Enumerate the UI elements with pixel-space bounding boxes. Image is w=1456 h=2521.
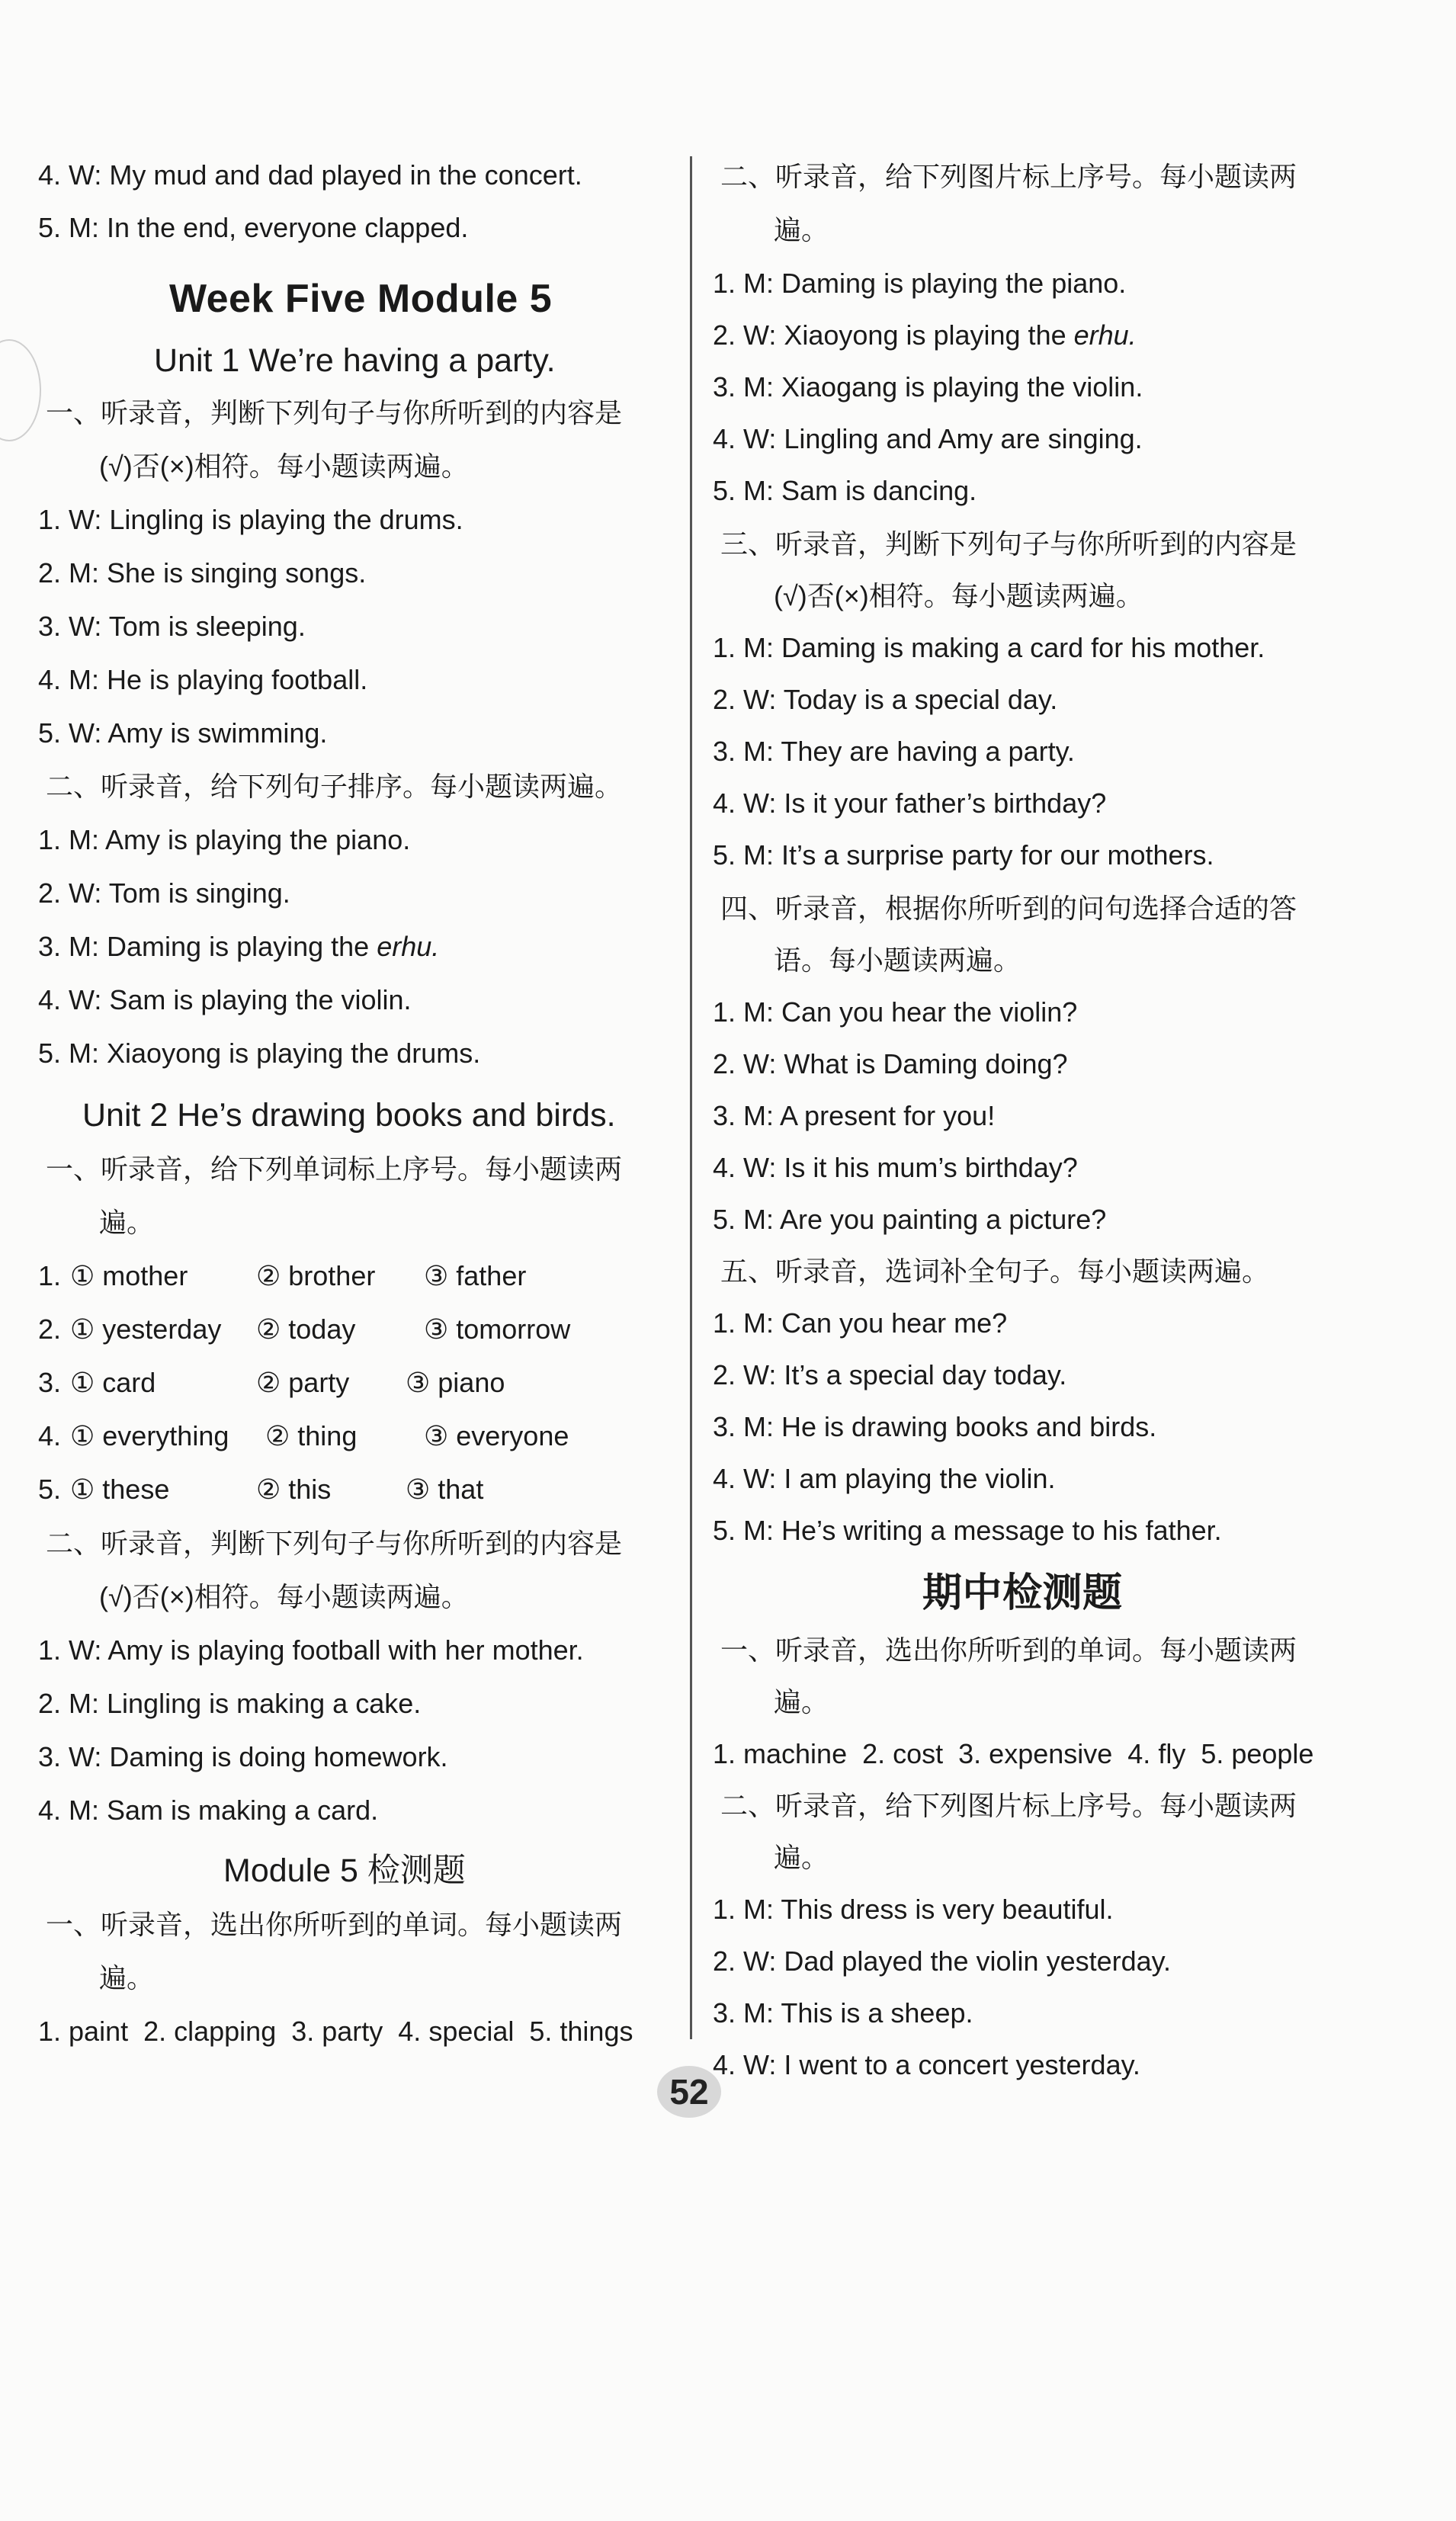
list-item: 2. M: She is singing songs. — [38, 557, 367, 589]
option: ③ father — [424, 1260, 527, 1291]
text-line: 5. M: In the end, everyone clapped. — [38, 212, 469, 243]
section-heading: 遍。 — [99, 1207, 155, 1238]
list-item: 2. M: Lingling is making a cake. — [38, 1688, 422, 1719]
option-number: 4. — [38, 1420, 62, 1451]
item-text: 2. W: Xiaoyong is playing the — [713, 319, 1074, 351]
list-item: 1. M: Can you hear the violin? — [713, 996, 1078, 1028]
list-item: 3. M: A present for you! — [713, 1100, 996, 1131]
option: ③ everyone — [424, 1420, 569, 1451]
list-item: 3. M: They are having a party. — [713, 736, 1075, 767]
answer-line: 1. paint 2. clapping 3. party 4. special 5. things — [38, 2016, 633, 2047]
option-row — [38, 1473, 483, 1506]
section-heading: (√)否(×)相符。每小题读两遍。 — [774, 580, 1143, 611]
page-number: 52 — [657, 2066, 721, 2118]
list-item: 4. W: Lingling and Amy are singing. — [713, 423, 1143, 454]
list-item: 1. M: Can you hear me? — [713, 1307, 1008, 1339]
unit-title: Unit 2 He’s drawing books and birds. — [82, 1097, 616, 1134]
option: ② today — [256, 1313, 356, 1345]
section-heading: 二、听录音，判断下列句子与你所听到的内容是 — [46, 1528, 623, 1559]
list-item: 1. W: Lingling is playing the drums. — [38, 504, 463, 535]
list-item: 4. W: I went to a concert yesterday. — [713, 2049, 1140, 2080]
section-heading: 二、听录音，给下列图片标上序号。每小题读两 — [720, 161, 1297, 192]
list-item: 3. M: He is drawing books and birds. — [713, 1411, 1157, 1442]
list-item: 2. W: Tom is singing. — [38, 877, 290, 909]
column-divider — [690, 156, 692, 2039]
option: ① everything — [70, 1420, 229, 1451]
section-heading: 二、听录音，给下列图片标上序号。每小题读两 — [720, 1790, 1297, 1821]
option: ② brother — [256, 1260, 376, 1291]
option: ① yesterday — [70, 1313, 222, 1345]
section-heading: 遍。 — [774, 214, 829, 245]
list-item: 1. M: Amy is playing the piano. — [38, 824, 411, 855]
option: ② party — [256, 1367, 350, 1398]
list-item: 3. M: Xiaogang is playing the violin. — [713, 371, 1143, 403]
section-heading: 一、听录音，给下列单词标上序号。每小题读两 — [46, 1153, 623, 1185]
section-heading: 一、听录音，选出你所听到的单词。每小题读两 — [720, 1634, 1297, 1666]
option-row — [38, 1313, 570, 1346]
italic-word: erhu. — [1073, 319, 1137, 351]
list-item: 5. M: Sam is dancing. — [713, 475, 977, 506]
list-item: 4. W: I am playing the violin. — [713, 1463, 1056, 1494]
list-item: 2. W: What is Daming doing? — [713, 1048, 1068, 1079]
list-item: 5. M: It’s a surprise party for our mothers. — [713, 839, 1214, 871]
section-heading: 一、听录音，选出你所听到的单词。每小题读两 — [46, 1909, 623, 1940]
option-row — [38, 1366, 505, 1400]
section-heading: 遍。 — [774, 1842, 829, 1873]
unit-title: Unit 1 We’re having a party. — [154, 342, 556, 379]
option-number: 5. — [38, 1474, 62, 1505]
item-text: 3. M: Daming is playing the — [38, 931, 377, 962]
list-item: 1. M: Daming is making a card for his mother. — [713, 632, 1265, 663]
option: ③ that — [406, 1474, 484, 1505]
answer-line: 1. machine 2. cost 3. expensive 4. fly 5. people — [713, 1738, 1314, 1769]
section-heading: 四、听录音，根据你所听到的问句选择合适的答 — [720, 893, 1297, 924]
text-line: 4. W: My mud and dad played in the concert. — [38, 159, 582, 191]
stamp-mark — [0, 339, 41, 441]
list-item: 5. M: He’s writing a message to his father. — [713, 1515, 1222, 1546]
option: ① card — [70, 1367, 156, 1398]
section-heading: 三、听录音，判断下列句子与你所听到的内容是 — [720, 528, 1297, 560]
list-item: 2. W: Dad played the violin yesterday. — [713, 1945, 1171, 1977]
module-test-title: Module 5 检测题 — [223, 1852, 466, 1889]
list-item: 3. M: This is a sheep. — [713, 1997, 973, 2029]
option-row — [38, 1419, 569, 1453]
week-title: Week Five Module 5 — [169, 277, 553, 321]
option: ② this — [256, 1474, 332, 1505]
section-heading: 语。每小题读两遍。 — [774, 945, 1021, 976]
italic-word: erhu. — [377, 931, 440, 962]
list-item: 2. W: It’s a special day today. — [713, 1359, 1067, 1390]
midterm-title: 期中检测题 — [922, 1571, 1123, 1615]
list-item: 5. W: Amy is swimming. — [38, 717, 328, 749]
list-item: 4. W: Sam is playing the violin. — [38, 984, 412, 1015]
section-heading: (√)否(×)相符。每小题读两遍。 — [99, 1581, 469, 1612]
list-item: 4. W: Is it his mum’s birthday? — [713, 1152, 1078, 1183]
section-heading: 二、听录音，给下列句子排序。每小题读两遍。 — [46, 771, 623, 802]
list-item — [713, 319, 1137, 352]
list-item: 1. M: Daming is playing the piano. — [713, 268, 1127, 299]
list-item: 4. M: Sam is making a card. — [38, 1795, 379, 1826]
section-heading: 遍。 — [774, 1686, 829, 1718]
section-heading: 五、听录音，选词补全句子。每小题读两遍。 — [720, 1256, 1270, 1287]
list-item — [38, 930, 439, 964]
option: ③ tomorrow — [424, 1313, 571, 1345]
list-item: 4. M: He is playing football. — [38, 664, 368, 695]
option: ① mother — [70, 1260, 188, 1291]
list-item: 5. M: Are you painting a picture? — [713, 1204, 1107, 1235]
list-item: 2. W: Today is a special day. — [713, 684, 1058, 715]
section-heading: (√)否(×)相符。每小题读两遍。 — [99, 451, 469, 482]
list-item: 3. W: Daming is doing homework. — [38, 1741, 448, 1772]
option: ② thing — [265, 1420, 358, 1451]
section-heading: 一、听录音，判断下列句子与你所听到的内容是 — [46, 397, 623, 428]
list-item: 1. W: Amy is playing football with her mother. — [38, 1634, 584, 1666]
list-item: 5. M: Xiaoyong is playing the drums. — [38, 1038, 481, 1069]
section-heading: 遍。 — [99, 1962, 155, 1993]
option-number: 2. — [38, 1313, 62, 1345]
option-number: 1. — [38, 1260, 62, 1291]
list-item: 4. W: Is it your father’s birthday? — [713, 787, 1107, 819]
option-row — [38, 1259, 526, 1293]
option-number: 3. — [38, 1367, 62, 1398]
list-item: 3. W: Tom is sleeping. — [38, 611, 306, 642]
option: ① these — [70, 1474, 170, 1505]
option: ③ piano — [406, 1367, 505, 1398]
list-item: 1. M: This dress is very beautiful. — [713, 1894, 1114, 1925]
